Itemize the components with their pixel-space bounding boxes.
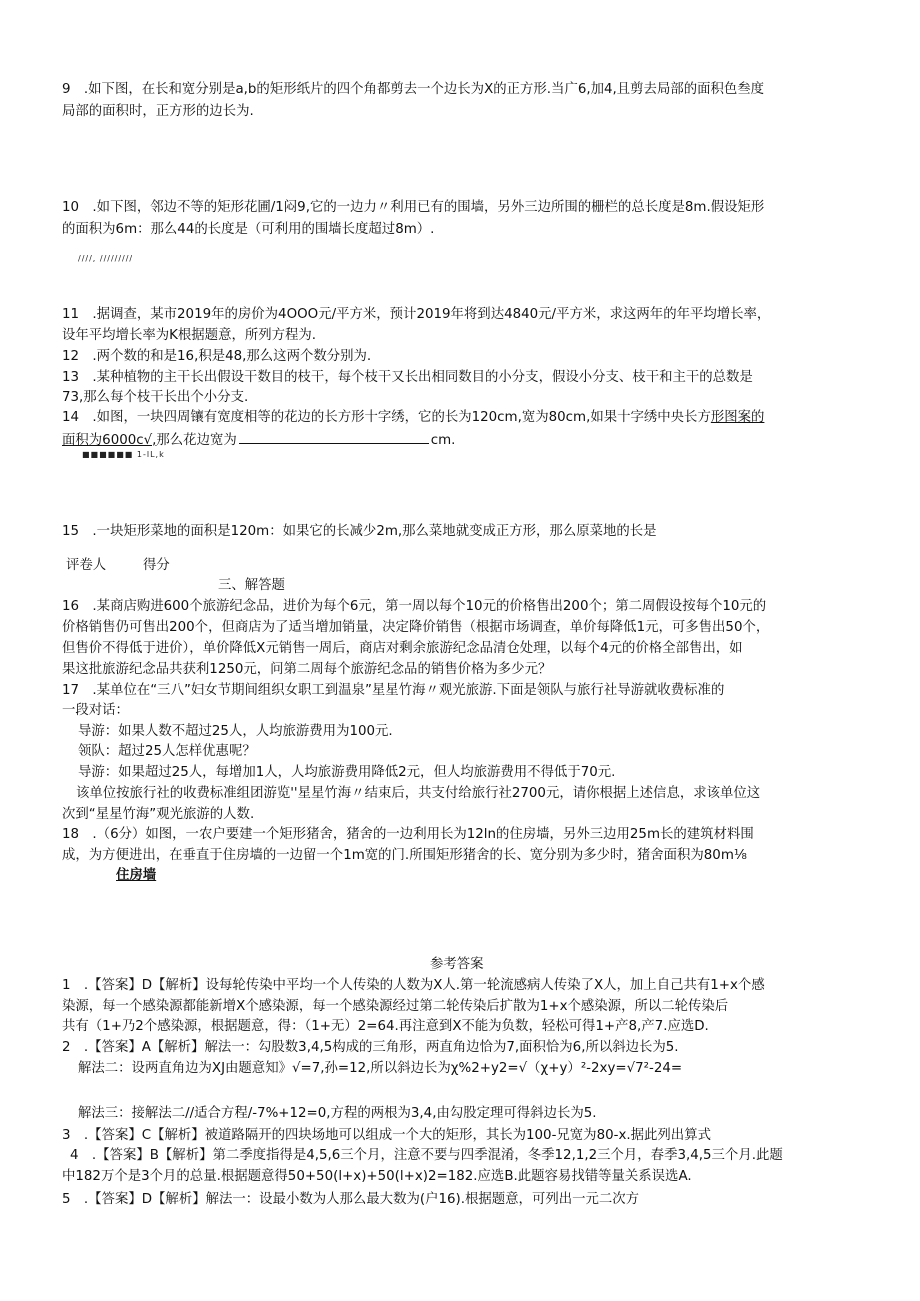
q16-line-2: 价格销售仍可售出200个，但商店为了适当增加销量，决定降价销售（根据市场调查，单价每降低1元，可多售出50个，: [62, 620, 770, 635]
answer-3-line: 3 .【答案】C【解析】被道路隔开的四块场地可以组成一个大的矩形，其长为100-兄宽为80-x.据此列出算式: [62, 1128, 711, 1143]
answer-5-line: 5 .【答案】D【解析】解法一：设最小数为人那么最大数为(户16).根据题意，可列出一元二次方: [62, 1192, 640, 1207]
q14-line-2: [62, 431, 455, 449]
answer-2-line-2: 解法二：设两直角边为XJ由题意知》√=7,孙=12,所以斜边长为χ%2+y2=√（χ+y）²-2xy=√7²-24=: [78, 1061, 683, 1076]
q15-line: 15 .一块矩形菜地的面积是120m：如果它的长减少2m,那么菜地就变成正方形，那么原菜地的长是: [62, 524, 657, 539]
q14-line-1: [62, 410, 764, 426]
answer-2-line-1: 2 .【答案】A【解析】解法一：勾股数3,4,5构成的三角形，两直角边恰为7,面积恰为6,所以斜边长为5.: [62, 1040, 679, 1055]
q9-line-2: 局部的面积时，正方形的边长为.: [62, 104, 254, 119]
q17-guide-line-2: 导游：如果超过25人，每增加1人，人均旅游费用降低2元，但人均旅游费用不得低于70元.: [78, 765, 616, 780]
q14-answer-blank[interactable]: [239, 431, 429, 444]
q14-area-text: 面积为6000c√,: [62, 433, 157, 448]
q14-unit: cm.: [430, 433, 456, 448]
q11-line-1: 11 .据调查，某市2019年的房价为4OOO元/平方米，预计2019年将到达4840元/平方米，求这两年的年平均增长率，: [62, 307, 771, 322]
q17-guide-line: 导游：如果人数不超过25人，人均旅游费用为100元.: [78, 724, 393, 739]
q18-line-1: 18 .（6分）如图，一农户要建一个矩形猪舍，猪舍的一边利用长为12ln的住房墙，另外三边用25m长的建筑材料围: [62, 827, 754, 842]
q18-line-2: 成，为方便进出，在垂直于住房墙的一边留一个1m宽的门.所围矩形猪舍的长、宽分别为多少时，猪舍面积为80m⅛: [62, 848, 747, 863]
q14-line-1-underlined: 形图案的: [710, 410, 765, 425]
q11-line-2: 设年平均增长率为K根据题意，所列方程为.: [62, 328, 317, 343]
q10-line-1: 10 .如下图，邻边不等的矩形花圃/1闷9,它的一边力〃利用已有的围墙，另外三边所围的栅栏的总长度是8m.假设矩形: [62, 200, 765, 215]
answer-1-line-1: 1 .【答案】D【解析】设每轮传染中平均一个人传染的人数为X人.第一轮流感病人传染了X人，加上自己共有1+x个感: [62, 978, 765, 993]
q13-line-2: 73,那么每个枝干长出个小分支.: [62, 390, 249, 405]
q16-line-3: 但售价不得低于进价），单价降低X元销售一周后，商店对剩余旅游纪念品清仓处理，以每个4元的价格全部售出，如: [62, 641, 743, 656]
answer-4-line-2: 中182万个是3个月的总量.根据题意得50+50(l+x)+50(l+x)2=182.应选B.此题容易找错等量关系误选A.: [62, 1169, 692, 1184]
q10-line-2: 的面积为6m：那么44的长度是（可利用的围墙长度超过8m）.: [62, 222, 435, 237]
q17-line-1: 17 .某单位在“三八”妇女节期间组织女职工到温泉”星星竹海〃观光旅游.下面是领队与旅行社导游就收费标准的: [62, 683, 725, 698]
q14-line-1-text: 14 .如图，一块四周镶有宽度相等的花边的长方形十字绣，它的长为120cm,宽为80cm,如果十字绣中央长方: [62, 410, 711, 425]
answer-4-line-1: 4 .【答案】B【解析】第二季度指得是4,5,6三个月，注意不要与四季混淆，冬季12,1,2三个月，春季3,4,5三个月.此题: [70, 1148, 783, 1163]
reviewer-label: 评卷人: [66, 558, 107, 573]
q17-line-6: 该单位按旅行社的收费标准组团游览''星星竹海〃结束后，共支付给旅行社2700元，请你根据上述信息，求该单位这: [76, 786, 761, 801]
answers-title: 参考答案: [430, 957, 484, 972]
q14-figure-mark: ■■■■■■ 1-lL,k: [82, 450, 165, 459]
score-label: 得分: [143, 558, 170, 573]
q17-line-2: 一段对话：: [62, 703, 129, 718]
section-heading: 三、解答题: [218, 578, 285, 593]
q13-line-1: 13 .某种植物的主干长出假设干数目的枝干，每个枝干又长出相同数目的小分支，假设小分支、枝干和主干的总数是: [62, 370, 753, 385]
answer-1-line-3: 共有（1+乃2个感染源，根据题意，得：（1+无）2=64.再注意到X不能为负数，轻松可得1+产8,产7.应选D.: [62, 1019, 709, 1034]
q16-line-1: 16 .某商店购进600个旅游纪念品，进价为每个6元，第一周以每个10元的价格售出200个；第二周假设按每个10元的: [62, 599, 767, 614]
q14-line-2-text: 那么花边宽为: [156, 433, 237, 448]
q12-line: 12 .两个数的和是16,积是48,那么这两个数分别为.: [62, 349, 372, 364]
q17-leader-line: 领队：超过25人怎样优惠呢？: [78, 744, 256, 759]
answer-1-line-2: 染源，每一个感染源都能新增X个感染源，每一个感染源经过第二轮传染后扩散为1+x个感染源，所以二轮传染后: [62, 999, 729, 1014]
q9-line-1: 9 .如下图，在长和宽分别是a,b的矩形纸片的四个角都剪去一个边长为X的正方形.当广6,加4,且剪去局部的面积色叁度: [62, 82, 765, 97]
q10-figure-mark: ////, /////////: [78, 254, 134, 263]
answer-2-line-3: 解法三：接解法二//适合方程/-7%+12=0,方程的两根为3,4,由勾股定理可得斜边长为5.: [78, 1106, 597, 1121]
q17-line-7: 次到“星星竹海”观光旅游的人数.: [62, 807, 255, 822]
q16-line-4: 果这批旅游纪念品共获利1250元，问第二周每个旅游纪念品的销售价格为多少元？: [62, 662, 552, 677]
q18-wall-label: 住房墙: [116, 868, 157, 883]
